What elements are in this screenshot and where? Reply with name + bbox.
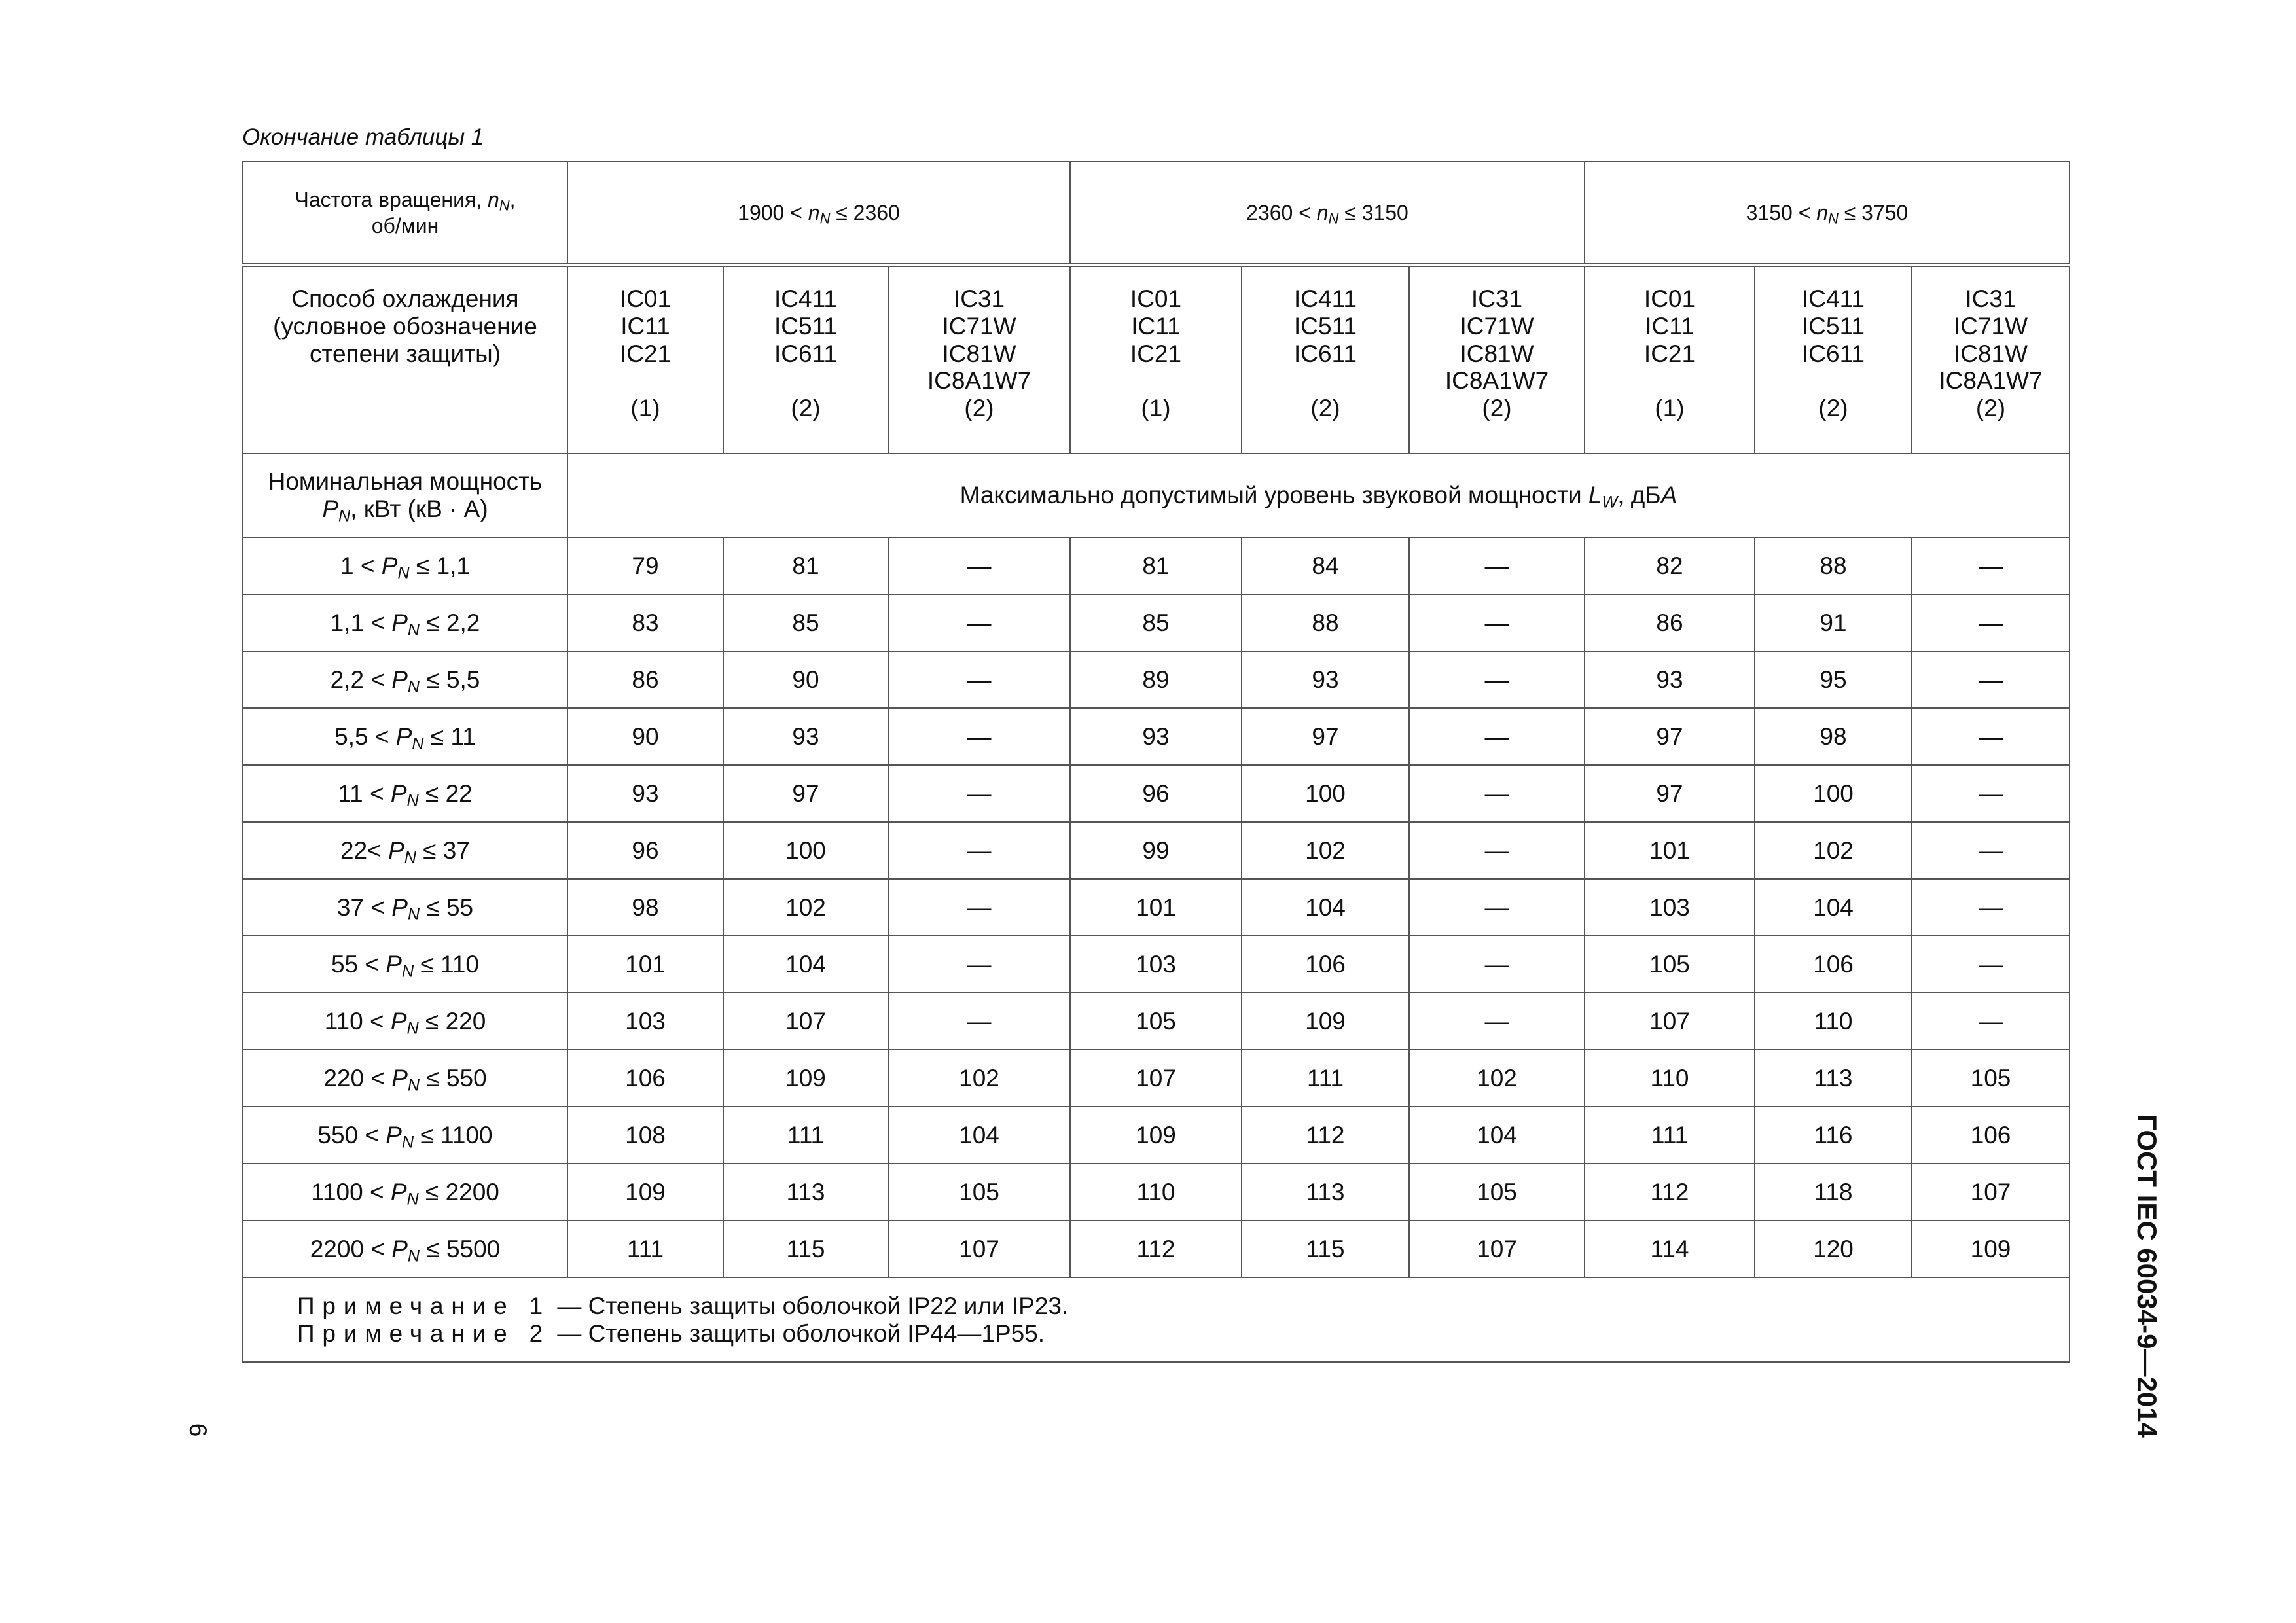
power-range-cell: $220 < P_N \le 550$ — [243, 1050, 567, 1107]
sound-level-cell: 79 — [567, 537, 723, 594]
sound-level-cell: 100 — [1242, 765, 1409, 822]
table-row — [243, 993, 2070, 1050]
sound-level-cell: — — [888, 594, 1070, 651]
sound-level-cell: — — [888, 879, 1070, 936]
sound-level-cell: 107 — [1070, 1050, 1242, 1107]
sound-level-cell: 107 — [1409, 1221, 1585, 1277]
table-row — [243, 1050, 2070, 1107]
cooling-code: IC71W — [1460, 312, 1534, 340]
sound-level-cell: — — [1409, 708, 1585, 765]
sound-level-cell: 112 — [1585, 1164, 1755, 1221]
sound-level-cell: 106 — [567, 1050, 723, 1107]
speed-header-row — [243, 162, 2070, 265]
sound-level-cell: 102 — [888, 1050, 1070, 1107]
sound-level-cell: 85 — [1070, 594, 1242, 651]
power-range-cell: $22< P_N \le 37$ — [243, 822, 567, 879]
cooling-code-cell — [1585, 265, 1755, 454]
sound-level-cell: 113 — [1242, 1164, 1409, 1221]
cooling-note-ref: (2) — [1975, 395, 2006, 422]
cooling-note-ref: (2) — [1482, 395, 1512, 422]
table-row — [243, 936, 2070, 993]
sound-level-cell: — — [1912, 993, 2070, 1050]
sound-level-cell: — — [1912, 765, 2070, 822]
power-range-cell: $1,1 < P_N \le 2,2$ — [243, 594, 567, 651]
cooling-code: IC71W — [1953, 312, 2028, 340]
sound-level-cell: 81 — [723, 537, 888, 594]
speed-label-cell — [243, 162, 567, 265]
sound-level-cell: — — [1912, 936, 2070, 993]
sound-level-cell: 113 — [723, 1164, 888, 1221]
sound-level-cell: 98 — [567, 879, 723, 936]
power-range-cell: $550 < P_N \le 1100$ — [243, 1107, 567, 1164]
sound-level-cell: 86 — [567, 651, 723, 708]
sound-level-cell: 88 — [1242, 594, 1409, 651]
sound-level-cell: 101 — [1585, 822, 1755, 879]
cooling-method-row — [243, 265, 2070, 454]
cooling-code-cell — [1912, 265, 2070, 454]
sound-level-cell: 110 — [1755, 993, 1912, 1050]
sound-level-cell: 93 — [1242, 651, 1409, 708]
sound-level-cell: 105 — [1409, 1164, 1585, 1221]
sound-level-cell: — — [888, 936, 1070, 993]
sound-level-cell: 114 — [1585, 1221, 1755, 1277]
cooling-code: IC511 — [1802, 312, 1865, 340]
cooling-code-cell — [1409, 265, 1585, 454]
cooling-code: IC01 — [1643, 285, 1696, 312]
cooling-code — [1585, 367, 1754, 395]
cooling-code: IC31 — [1471, 285, 1523, 312]
cooling-code: IC71W — [942, 312, 1016, 340]
sound-level-cell: — — [1409, 765, 1585, 822]
sound-level-cell: — — [1409, 879, 1585, 936]
sound-level-cell: 89 — [1070, 651, 1242, 708]
power-range-cell: $1 < P_N \le 1,1$ — [243, 537, 567, 594]
cooling-code: IC11 — [1131, 312, 1181, 340]
sound-level-cell: 109 — [723, 1050, 888, 1107]
sound-level-cell: — — [888, 822, 1070, 879]
sound-level-cell: 103 — [1070, 936, 1242, 993]
cooling-code: IC81W — [1953, 340, 2028, 367]
sound-level-cell: 104 — [723, 936, 888, 993]
sound-level-cell: 110 — [1585, 1050, 1755, 1107]
sound-level-cell: — — [1409, 936, 1585, 993]
sound-level-cell: 102 — [1242, 822, 1409, 879]
cooling-note-ref: (1) — [1655, 395, 1685, 422]
sound-level-cell: 90 — [567, 708, 723, 765]
cooling-code — [1071, 367, 1241, 395]
sound-level-cell: 111 — [567, 1221, 723, 1277]
cooling-code: IC8A1W7 — [927, 367, 1031, 395]
power-range-cell: $2,2 < P_N \le 5,5$ — [243, 651, 567, 708]
sound-level-cell: 82 — [1585, 537, 1755, 594]
table-row — [243, 594, 2070, 651]
note-line: Примечание 1 — Степень защиты оболочкой IP22 или IP23. — [297, 1292, 1069, 1319]
sound-level-cell: 105 — [1070, 993, 1242, 1050]
sound-level-cell: 106 — [1912, 1107, 2070, 1164]
table-row — [243, 1107, 2070, 1164]
sound-level-cell: 107 — [1912, 1164, 2070, 1221]
sound-level-cell: 112 — [1242, 1107, 1409, 1164]
sound-level-cell: 90 — [723, 651, 888, 708]
sound-level-cell: 95 — [1755, 651, 1912, 708]
sound-level-cell: 101 — [1070, 879, 1242, 936]
sound-level-cell: — — [1912, 708, 2070, 765]
cooling-code: IC81W — [1460, 340, 1534, 367]
sound-level-cell: — — [1912, 651, 2070, 708]
cooling-code: IC411 — [1294, 285, 1357, 312]
sound-level-cell: 104 — [1409, 1107, 1585, 1164]
sound-level-cell: 109 — [1242, 993, 1409, 1050]
table-row — [243, 708, 2070, 765]
cooling-code-cell — [1070, 265, 1242, 454]
power-range-cell: $55 < P_N \le 110$ — [243, 936, 567, 993]
sound-level-cell: 93 — [723, 708, 888, 765]
sound-level-cell: 105 — [1912, 1050, 2070, 1107]
sound-level-cell: 110 — [1070, 1164, 1242, 1221]
cooling-code: IC21 — [1643, 340, 1696, 367]
sound-level-cell: 115 — [723, 1221, 888, 1277]
cooling-code: IC411 — [1802, 285, 1865, 312]
cooling-code: IC511 — [774, 312, 837, 340]
sound-level-cell: 84 — [1242, 537, 1409, 594]
sound-level-cell: 97 — [1585, 708, 1755, 765]
cooling-code: IC21 — [619, 340, 672, 367]
table-row — [243, 822, 2070, 879]
cooling-code — [1242, 367, 1408, 395]
power-range-cell: $11 < P_N \le 22$ — [243, 765, 567, 822]
sound-level-cell: 97 — [1242, 708, 1409, 765]
sound-level-cell: 96 — [567, 822, 723, 879]
cooling-code: IC11 — [1645, 312, 1695, 340]
sound-level-cell: 109 — [567, 1164, 723, 1221]
power-range-cell: $110 < P_N \le 220$ — [243, 993, 567, 1050]
table-row — [243, 879, 2070, 936]
power-range-cell: $1100 < P_N \le 2200$ — [243, 1164, 567, 1221]
sound-level-cell: 106 — [1755, 936, 1912, 993]
table-row — [243, 537, 2070, 594]
sound-level-cell: 102 — [1755, 822, 1912, 879]
cooling-code: IC611 — [774, 340, 837, 367]
power-header-row — [243, 454, 2070, 537]
sound-level-cell: 81 — [1070, 537, 1242, 594]
sound-level-cell: 120 — [1755, 1221, 1912, 1277]
sound-level-cell: 116 — [1755, 1107, 1912, 1164]
sound-level-cell: 108 — [567, 1107, 723, 1164]
cooling-code: IC31 — [1965, 285, 2017, 312]
sound-power-table — [242, 161, 2070, 1363]
sound-level-cell: 111 — [1242, 1050, 1409, 1107]
cooling-code: IC611 — [1294, 340, 1357, 367]
power-label-cell: Номинальная мощность $P_N$, кВт (кВ · А) — [243, 454, 567, 537]
sound-level-cell: 98 — [1755, 708, 1912, 765]
sound-level-cell: — — [1409, 993, 1585, 1050]
cooling-code: IC411 — [774, 285, 837, 312]
sound-level-cell: 107 — [888, 1221, 1070, 1277]
cooling-code — [1755, 367, 1911, 395]
table-row — [243, 651, 2070, 708]
sound-level-cell: — — [1409, 822, 1585, 879]
sound-level-cell: — — [1912, 879, 2070, 936]
sound-level-cell: 102 — [723, 879, 888, 936]
speed-group-1: $1900 < n_N \le 2360$ — [567, 162, 1070, 265]
sound-level-cell: — — [1912, 537, 2070, 594]
speed-label: Частота вращения, $n_N$, об/мин — [295, 188, 516, 238]
sound-level-cell: 85 — [723, 594, 888, 651]
sound-level-cell: 107 — [1585, 993, 1755, 1050]
sound-level-cell: 112 — [1070, 1221, 1242, 1277]
sound-level-cell: — — [888, 708, 1070, 765]
sound-level-cell: 91 — [1755, 594, 1912, 651]
cooling-code: IC8A1W7 — [1444, 367, 1549, 395]
table-caption: Окончание таблицы 1 — [242, 124, 484, 150]
cooling-note-ref: (2) — [964, 395, 994, 422]
sound-level-cell: 88 — [1755, 537, 1912, 594]
sound-level-cell: 109 — [1912, 1221, 2070, 1277]
sound-level-cell: — — [1912, 594, 2070, 651]
sound-level-cell: — — [1409, 594, 1585, 651]
sound-level-cell: 109 — [1070, 1107, 1242, 1164]
power-range-cell: $5,5 < P_N \le 11$ — [243, 708, 567, 765]
sound-level-cell: 102 — [1409, 1050, 1585, 1107]
sound-level-cell: 97 — [1585, 765, 1755, 822]
sound-level-cell: 111 — [1585, 1107, 1755, 1164]
notes-cell — [243, 1277, 2070, 1362]
speed-group-2: $2360 < n_N \le 3150$ — [1070, 162, 1585, 265]
sound-level-cell: 93 — [1585, 651, 1755, 708]
cooling-code-cell — [888, 265, 1070, 454]
sound-level-cell: 103 — [567, 993, 723, 1050]
sound-level-cell: 106 — [1242, 936, 1409, 993]
cooling-note-ref: (1) — [630, 395, 660, 422]
sound-level-cell: — — [888, 537, 1070, 594]
table-row — [243, 1221, 2070, 1277]
cooling-label-cell: Способ охлаждения (условное обозначение степени защиты) — [243, 265, 567, 454]
sound-level-cell: — — [888, 651, 1070, 708]
table-row — [243, 765, 2070, 822]
note-line: Примечание 2 — Степень защиты оболочкой IP44—1P55. — [297, 1319, 1045, 1347]
sound-level-cell: 115 — [1242, 1221, 1409, 1277]
cooling-code-cell — [1242, 265, 1409, 454]
sound-level-cell: — — [1409, 651, 1585, 708]
sound-level-cell: 93 — [567, 765, 723, 822]
sound-level-cell: 103 — [1585, 879, 1755, 936]
sound-level-cell: 118 — [1755, 1164, 1912, 1221]
cooling-code: IC511 — [1294, 312, 1357, 340]
sound-level-cell: 111 — [723, 1107, 888, 1164]
sound-level-cell: 104 — [1755, 879, 1912, 936]
cooling-note-ref: (1) — [1141, 395, 1171, 422]
cooling-code: IC8A1W7 — [1939, 367, 2043, 395]
cooling-note-ref: (2) — [1818, 395, 1848, 422]
document-id: ГОСТ IEC 60034-9—2014 — [2132, 1115, 2162, 1438]
power-range-cell: $2200 < P_N \le 5500$ — [243, 1221, 567, 1277]
table-row — [243, 1164, 2070, 1221]
cooling-note-ref: (2) — [791, 395, 821, 422]
cooling-code: IC31 — [953, 285, 1005, 312]
sound-level-cell: 113 — [1755, 1050, 1912, 1107]
sound-level-cell: 83 — [567, 594, 723, 651]
sound-level-cell: — — [888, 993, 1070, 1050]
cooling-code: IC01 — [619, 285, 672, 312]
cooling-code-cell — [723, 265, 888, 454]
cooling-code-cell — [567, 265, 723, 454]
cooling-code: IC611 — [1802, 340, 1865, 367]
sound-level-cell: 86 — [1585, 594, 1755, 651]
cooling-code: IC01 — [1130, 285, 1182, 312]
sound-level-cell: 105 — [1585, 936, 1755, 993]
sound-level-cell: 100 — [1755, 765, 1912, 822]
sound-level-cell: 105 — [888, 1164, 1070, 1221]
speed-group-3: $3150 < n_N \le 3750$ — [1585, 162, 2070, 265]
cooling-code: IC11 — [620, 312, 670, 340]
sound-level-cell: 104 — [1242, 879, 1409, 936]
sound-level-cell: — — [888, 765, 1070, 822]
sound-level-cell: 96 — [1070, 765, 1242, 822]
cooling-code — [724, 367, 888, 395]
cooling-code: IC81W — [942, 340, 1016, 367]
cooling-code: IC21 — [1130, 340, 1182, 367]
sound-level-cell: 104 — [888, 1107, 1070, 1164]
cooling-note-ref: (2) — [1310, 395, 1340, 422]
sound-level-cell: 93 — [1070, 708, 1242, 765]
sound-level-cell: 97 — [723, 765, 888, 822]
sound-level-cell: — — [1912, 822, 2070, 879]
sound-level-cell: — — [1409, 537, 1585, 594]
cooling-code-cell — [1755, 265, 1912, 454]
cooling-code — [568, 367, 723, 395]
power-range-cell: $37 < P_N \le 55$ — [243, 879, 567, 936]
sound-level-cell: 100 — [723, 822, 888, 879]
page-number: 6 — [185, 1423, 211, 1437]
sound-level-cell: 99 — [1070, 822, 1242, 879]
sound-level-cell: 101 — [567, 936, 723, 993]
sound-level-cell: 107 — [723, 993, 888, 1050]
max-sound-level-heading: Максимально допустимый уровень звуковой мощности $L_W$, дБА — [567, 454, 2070, 537]
notes-row — [243, 1277, 2070, 1362]
